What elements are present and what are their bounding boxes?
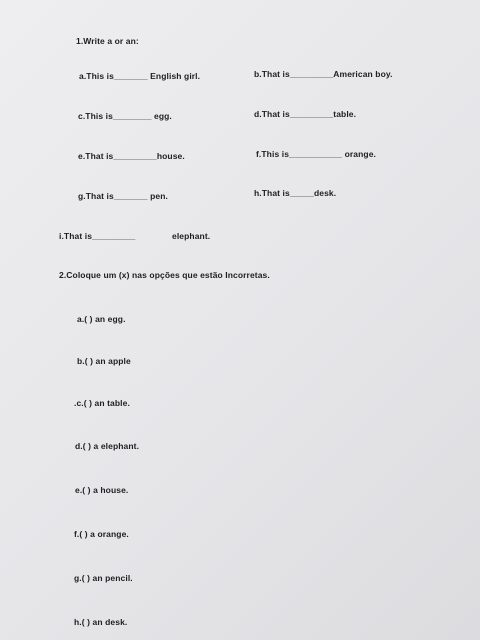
option-item-a: a.( ) an egg. [77, 314, 126, 324]
option-item-f: f.( ) a orange. [74, 529, 129, 539]
exercise-item-a: a.This is_______ English girl. [79, 71, 201, 81]
section2-title: 2.Coloque um (x) nas opções que estão Incorretas. [59, 270, 270, 280]
exercise-item-b: b.That is_________American boy. [254, 69, 393, 79]
option-item-g: g.( ) an pencil. [74, 573, 133, 583]
exercise-item-f: f.This is___________ orange. [256, 149, 376, 159]
option-item-h: h.( ) an desk. [74, 617, 128, 627]
option-item-b: b.( ) an apple [77, 356, 131, 366]
exercise-item-g: g.That is_______ pen. [78, 191, 168, 201]
section1-title: 1.Write a or an: [76, 36, 139, 46]
exercise-item-h: h.That is_____desk. [254, 188, 337, 198]
option-item-d: d.( ) a elephant. [75, 441, 140, 451]
exercise-item-i: i.That is_________ [59, 231, 136, 241]
exercise-item-d: d.That is_________table. [254, 109, 357, 119]
exercise-item-i-word: elephant. [172, 231, 211, 241]
exercise-item-e: e.That is_________house. [78, 151, 185, 161]
exercise-item-c: c.This is________ egg. [78, 111, 172, 121]
option-item-e: e.( ) a house. [75, 485, 129, 495]
option-item-c: .c.( ) an table. [74, 398, 130, 408]
